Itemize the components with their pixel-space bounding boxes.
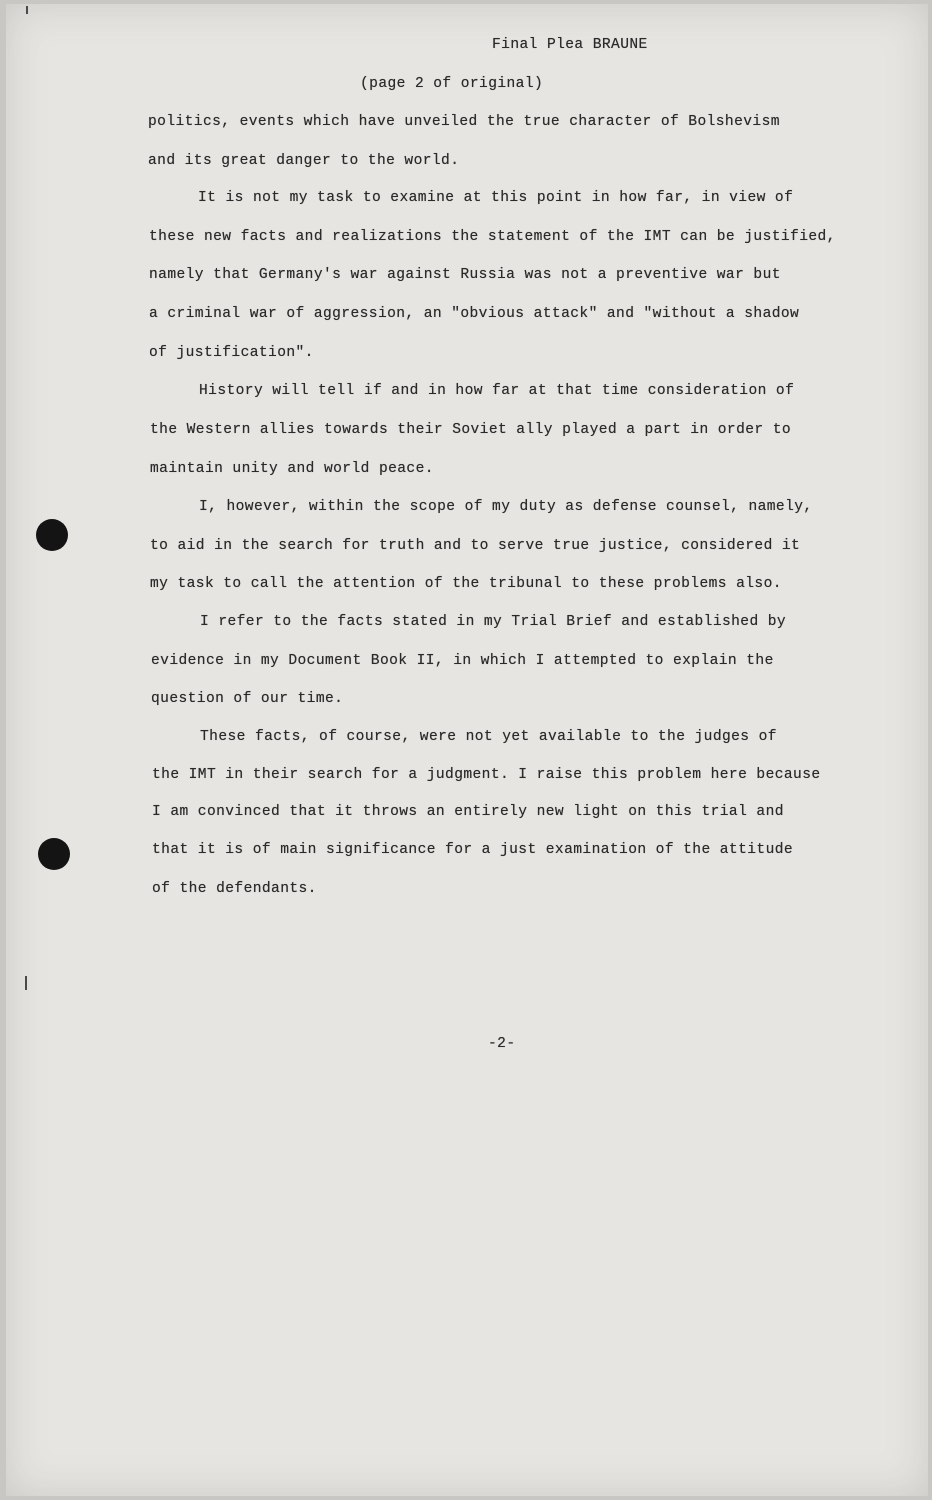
body-line: a criminal war of aggression, an "obvious attack" and "without a shadow [149,306,800,322]
body-line: History will tell if and in how far at that time consideration of [199,383,795,399]
punch-hole [36,519,68,551]
scan-speck [25,976,27,990]
page-reference: (page 2 of original) [360,76,544,92]
body-line: my task to call the attention of the tribunal to these problems also. [150,576,782,592]
body-line: of the defendants. [152,881,317,897]
body-line: the IMT in their search for a judgment. I raise this problem here because [152,767,821,783]
body-line: I am convinced that it throws an entirely new light on this trial and [152,804,784,820]
body-line: namely that Germany's war against Russia was not a preventive war but [149,267,781,283]
body-line: evidence in my Document Book II, in which I attempted to explain the [151,653,774,669]
body-line: of justification". [149,345,314,361]
body-line: It is not my task to examine at this point in how far, in view of [198,190,794,206]
scan-speck [26,6,28,14]
page-number: -2- [488,1036,516,1052]
body-line: that it is of main significance for a just examination of the attitude [152,842,794,858]
body-line: and its great danger to the world. [148,153,460,169]
body-line: question of our time. [151,691,344,707]
punch-hole [38,838,70,870]
document-header: Final Plea BRAUNE [492,37,648,53]
body-line: politics, events which have unveiled the true character of Bolshevism [148,114,780,130]
document-page [6,4,928,1496]
body-line: these new facts and realizations the statement of the IMT can be justified, [149,229,836,245]
body-line: the Western allies towards their Soviet ally played a part in order to [150,422,792,438]
body-line: I refer to the facts stated in my Trial Brief and established by [200,614,787,630]
body-line: maintain unity and world peace. [150,461,434,477]
body-line: I, however, within the scope of my duty as defense counsel, namely, [199,499,813,515]
body-line: to aid in the search for truth and to serve true justice, considered it [150,538,801,554]
body-line: These facts, of course, were not yet available to the judges of [200,729,777,745]
